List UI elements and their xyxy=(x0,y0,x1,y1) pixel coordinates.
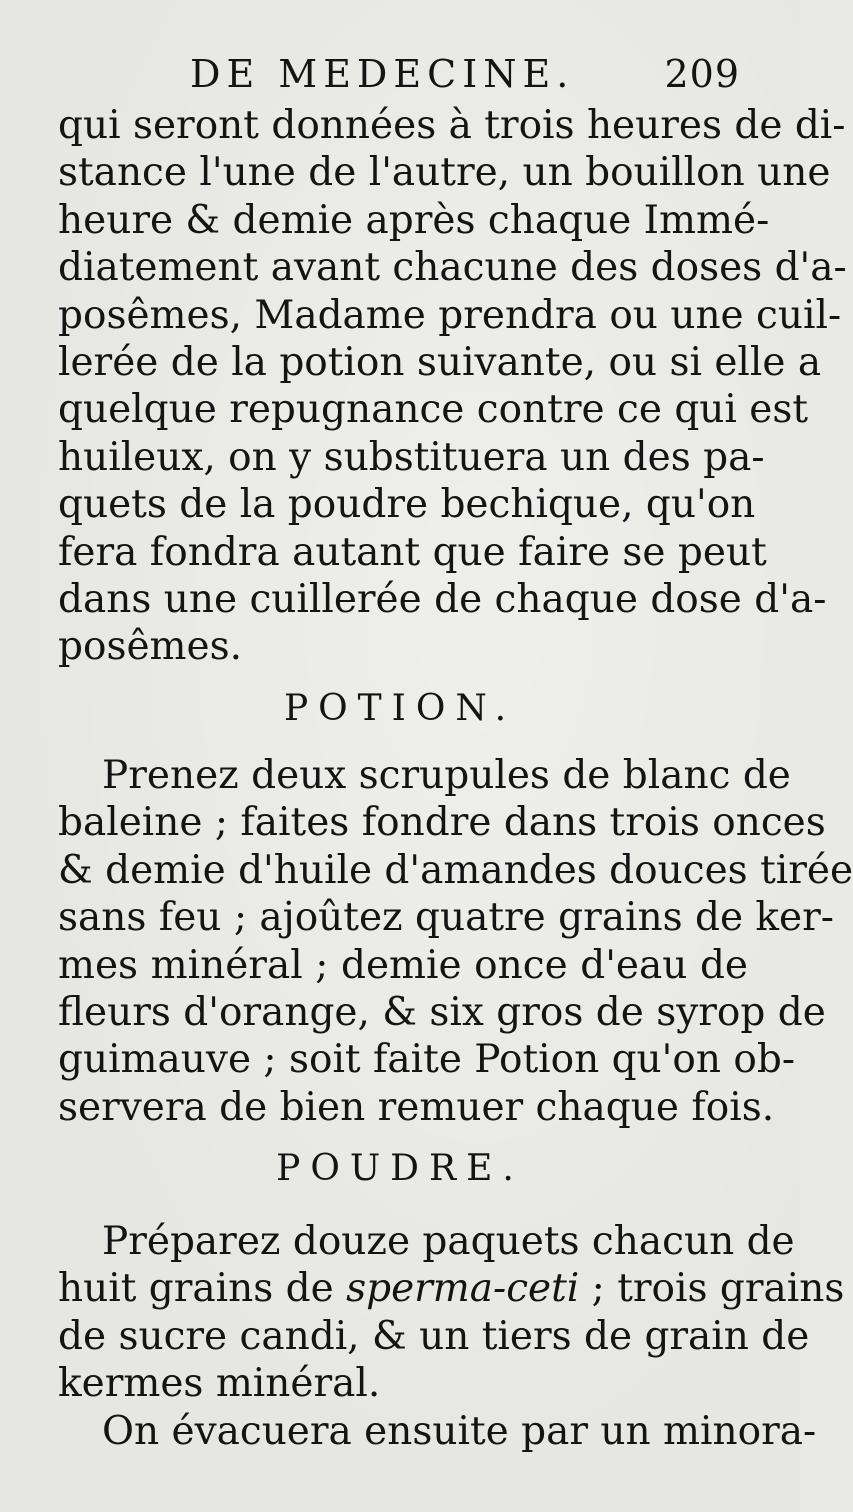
text-line: kermes minéral. xyxy=(58,1361,381,1407)
text-segment: huit grains de xyxy=(58,1266,347,1312)
page-header xyxy=(190,52,750,102)
text-line xyxy=(58,1265,845,1312)
text-line: fera fondra autant que faire se peut xyxy=(58,529,767,575)
text-line: posêmes, Madame prendra ou une cuil- xyxy=(58,292,842,338)
text-line: heure & demie après chaque Immé- xyxy=(58,197,770,243)
text-line: Préparez douze paquets chacun de xyxy=(102,1219,795,1264)
paragraph-poudre xyxy=(58,1218,845,1455)
text-line: qui seront données à trois heures de di- xyxy=(58,103,846,148)
text-line: quets de la poudre bechique, qu'on xyxy=(58,482,756,528)
text-line: de sucre candi, & un tiers de grain de xyxy=(58,1313,810,1359)
text-line: guimauve ; soit faite Potion qu'on ob- xyxy=(58,1037,796,1083)
text-line: lerée de la potion suivante, ou si elle a xyxy=(58,339,822,385)
text-line: Prenez deux scrupules de blanc de xyxy=(102,753,791,798)
text-line: On évacuera ensuite par un minora- xyxy=(102,1408,817,1454)
text-line: fleurs d'orange, & six gros de syrop de xyxy=(58,989,826,1035)
text-line: quelque repugnance contre ce qui est xyxy=(58,387,809,433)
text-segment: ; trois grains xyxy=(579,1266,845,1312)
page-number: 209 xyxy=(664,52,740,96)
text-line: mes minéral ; demie once d'eau de xyxy=(58,942,748,988)
paragraph-potion xyxy=(58,752,853,1131)
text-line: sans feu ; ajoûtez quatre grains de ker- xyxy=(58,895,834,941)
text-line: baleine ; faites fondre dans trois onces xyxy=(58,800,826,846)
text-line: posêmes. xyxy=(58,624,243,670)
running-title: DE MEDECINE. xyxy=(190,52,575,96)
section-heading-potion: POTION. xyxy=(283,688,517,729)
text-line: servera de bien remuer chaque fois. xyxy=(58,1084,775,1130)
text-line: stance l'une de l'autre, un bouillon une xyxy=(58,150,831,196)
text-line: huileux, on y substituera un des pa- xyxy=(58,434,765,480)
text-line: & demie d'huile d'amandes douces tirée xyxy=(58,847,853,893)
text-line: dans une cuillerée de chaque dose d'a- xyxy=(58,576,827,622)
italic-term: sperma-ceti xyxy=(346,1266,580,1312)
section-heading-poudre: POUDRE. xyxy=(276,1148,524,1189)
text-line: diatement avant chacune des doses d'a- xyxy=(58,245,847,291)
paragraph-continuation xyxy=(58,102,847,671)
